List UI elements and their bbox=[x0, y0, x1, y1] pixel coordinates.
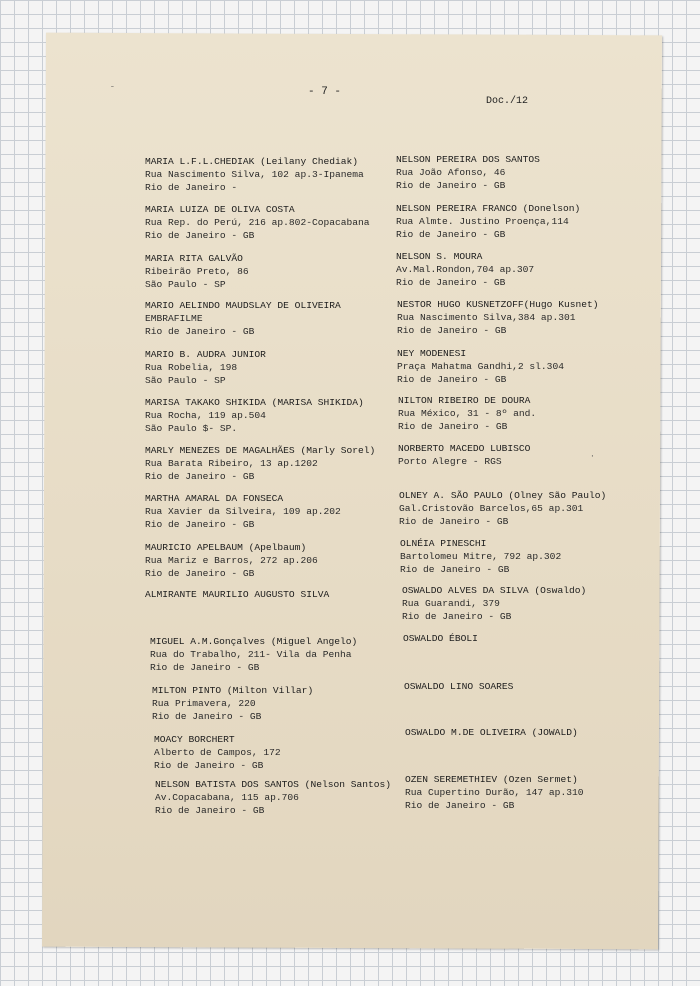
entry-city: Rio de Janeiro - GB bbox=[402, 611, 512, 622]
entry-name: OSWALDO ÉBOLI bbox=[403, 633, 478, 644]
list-item bbox=[145, 299, 407, 338]
entry-city: Rio de Janeiro - GB bbox=[145, 326, 255, 337]
entry-city: Rio de Janeiro - GB bbox=[145, 519, 255, 530]
entry-name: NELSON PEREIRA FRANCO (Donelson) bbox=[396, 203, 581, 214]
entry-name: NELSON S. MOURA bbox=[396, 251, 483, 262]
entry-name: OSWALDO ALVES DA SILVA (Oswaldo) bbox=[402, 585, 587, 596]
entry-name: NESTOR HUGO KUSNETZOFF(Hugo Kusnet) bbox=[397, 299, 599, 310]
entry-address: Bartolomeu Mitre, 792 ap.302 bbox=[400, 551, 562, 562]
list-item bbox=[400, 537, 662, 576]
entry-address: Rua Guarandi, 379 bbox=[402, 598, 500, 609]
entry-address: Rua Rocha, 119 ap.504 bbox=[145, 410, 266, 421]
entry-address: Rua Cupertino Durão, 147 ap.310 bbox=[405, 787, 584, 798]
entry-name: NEY MODENESI bbox=[397, 348, 467, 359]
entry-address: Praça Mahatma Gandhi,2 sl.304 bbox=[397, 361, 564, 372]
entry-city: Rio de Janeiro - GB bbox=[154, 760, 264, 771]
entry-address: Av.Copacabana, 115 ap.706 bbox=[155, 792, 299, 803]
list-item bbox=[405, 773, 667, 812]
entry-name: OLNEY A. SÃO PAULO (Olney São Paulo) bbox=[399, 490, 607, 501]
entry-city: Rio de Janeiro - GB bbox=[396, 277, 506, 288]
entry-city: Rio de Janeiro - GB bbox=[155, 805, 265, 816]
entry-address: Rua Robelia, 198 bbox=[145, 362, 238, 373]
entry-name: MARIA LUIZA DE OLIVA COSTA bbox=[145, 204, 295, 215]
entry-name: MARISA TAKAKO SHIKIDA (MARISA SHIKIDA) bbox=[145, 397, 364, 408]
list-item bbox=[150, 635, 412, 674]
list-item bbox=[399, 489, 661, 528]
entry-address: Rua Nascimento Silva,384 ap.301 bbox=[397, 312, 576, 323]
list-item bbox=[145, 348, 407, 387]
entry-name: NELSON PEREIRA DOS SANTOS bbox=[396, 154, 540, 165]
list-item bbox=[145, 155, 407, 194]
entry-address: Rua Nascimento Silva, 102 ap.3-Ipanema bbox=[145, 169, 364, 180]
entry-city: Rio de Janeiro - GB bbox=[145, 568, 255, 579]
list-item bbox=[145, 541, 407, 580]
entry-name: MARIA RITA GALVÃO bbox=[145, 253, 243, 264]
list-item bbox=[405, 726, 667, 739]
list-item bbox=[397, 347, 659, 386]
entry-address: Rua João Afonso, 46 bbox=[396, 167, 506, 178]
entry-city: Rio de Janeiro - GB bbox=[399, 516, 509, 527]
entry-city: São Paulo - SP bbox=[145, 279, 226, 290]
entry-city: Rio de Janeiro - bbox=[145, 182, 238, 193]
list-item bbox=[145, 492, 407, 531]
entry-name: MARIO AELINDO MAUDSLAY DE OLIVEIRA bbox=[145, 300, 341, 311]
list-item bbox=[155, 778, 417, 817]
entry-city: Rio de Janeiro - GB bbox=[397, 374, 507, 385]
list-item bbox=[397, 298, 659, 337]
entry-address: Gal.Cristovão Barcelos,65 ap.301 bbox=[399, 503, 584, 514]
entry-name: MARIA L.F.L.CHEDIAK (Leilany Chediak) bbox=[145, 156, 359, 167]
list-item bbox=[145, 588, 407, 601]
entry-city: Rio de Janeiro - GB bbox=[397, 325, 507, 336]
entry-name: MOACY BORCHERT bbox=[154, 734, 235, 745]
entry-address: Rua Rep. do Perú, 216 ap.802-Copacabana bbox=[145, 217, 370, 228]
list-item bbox=[145, 203, 407, 242]
entry-city: Rio de Janeiro - GB bbox=[400, 564, 510, 575]
entry-name: MARLY MENEZES DE MAGALHÃES (Marly Sorel) bbox=[145, 445, 376, 456]
entry-city: Rio de Janeiro - GB bbox=[398, 421, 508, 432]
list-item bbox=[398, 442, 660, 468]
list-item bbox=[396, 202, 658, 241]
entry-address: Ribeirão Preto, 86 bbox=[145, 266, 249, 277]
entry-city: Rio de Janeiro - GB bbox=[145, 230, 255, 241]
entry-name: OSWALDO M.DE OLIVEIRA (JOWALD) bbox=[405, 727, 578, 738]
entry-city: São Paulo $- SP. bbox=[145, 423, 238, 434]
list-item bbox=[396, 250, 658, 289]
entry-name: MIGUEL A.M.Gonçalves (Miguel Angelo) bbox=[150, 636, 358, 647]
entry-name: OSWALDO LINO SOARES bbox=[404, 681, 514, 692]
entry-name: MARIO B. AUDRA JUNIOR bbox=[145, 349, 266, 360]
page-number: - 7 - bbox=[308, 86, 342, 98]
list-item bbox=[145, 444, 407, 483]
entry-organization: EMBRAFILME bbox=[145, 313, 203, 324]
list-item bbox=[152, 684, 414, 723]
entry-city: São Paulo - SP bbox=[145, 375, 226, 386]
list-item bbox=[402, 584, 664, 623]
document-reference: Doc./12 bbox=[486, 96, 529, 107]
entry-city: Rio de Janeiro - GB bbox=[145, 471, 255, 482]
entry-address: Rua Mariz e Barros, 272 ap.206 bbox=[145, 555, 318, 566]
list-item bbox=[154, 733, 416, 772]
entry-name: NILTON RIBEIRO DE DOURA bbox=[398, 395, 531, 406]
entry-city: Rio de Janeiro - GB bbox=[150, 662, 260, 673]
entry-name: ALMIRANTE MAURILIO AUGUSTO SILVA bbox=[145, 589, 330, 600]
entry-address: Rua Xavier da Silveira, 109 ap.202 bbox=[145, 506, 341, 517]
entry-name: MARTHA AMARAL DA FONSECA bbox=[145, 493, 284, 504]
entry-address: Av.Mal.Rondon,704 ap.307 bbox=[396, 264, 535, 275]
list-item bbox=[398, 394, 660, 433]
entry-name: OLNÉIA PINESCHI bbox=[400, 538, 487, 549]
list-item bbox=[145, 396, 407, 435]
paper-mark: · bbox=[590, 452, 595, 461]
entry-city: Porto Alegre - RGS bbox=[398, 456, 502, 467]
entry-name: MAURICIO APELBAUM (Apelbaum) bbox=[145, 542, 307, 553]
entry-city: Rio de Janeiro - GB bbox=[396, 180, 506, 191]
entry-name: NORBERTO MACEDO LUBISCO bbox=[398, 443, 531, 454]
entry-address: Rua Primavera, 220 bbox=[152, 698, 256, 709]
list-item bbox=[404, 680, 666, 693]
entry-name: NELSON BATISTA DOS SANTOS (Nelson Santos) bbox=[155, 779, 392, 790]
entry-address: Rua Almte. Justino Proença,114 bbox=[396, 216, 569, 227]
entry-address: Rua México, 31 - 8º and. bbox=[398, 408, 537, 419]
list-item bbox=[145, 252, 407, 291]
entry-address: Alberto de Campos, 172 bbox=[154, 747, 281, 758]
entry-name: OZEN SEREMETHIEV (Ozen Sermet) bbox=[405, 774, 578, 785]
entry-city: Rio de Janeiro - GB bbox=[405, 800, 515, 811]
entry-city: Rio de Janeiro - GB bbox=[152, 711, 262, 722]
list-item bbox=[396, 153, 658, 192]
entry-name: MILTON PINTO (Milton Villar) bbox=[152, 685, 314, 696]
paper-mark: ˘ bbox=[110, 86, 115, 95]
entry-address: Rua do Trabalho, 211- Vila da Penha bbox=[150, 649, 352, 660]
entry-city: Rio de Janeiro - GB bbox=[396, 229, 506, 240]
entry-address: Rua Barata Ribeiro, 13 ap.1202 bbox=[145, 458, 318, 469]
list-item bbox=[403, 632, 665, 645]
